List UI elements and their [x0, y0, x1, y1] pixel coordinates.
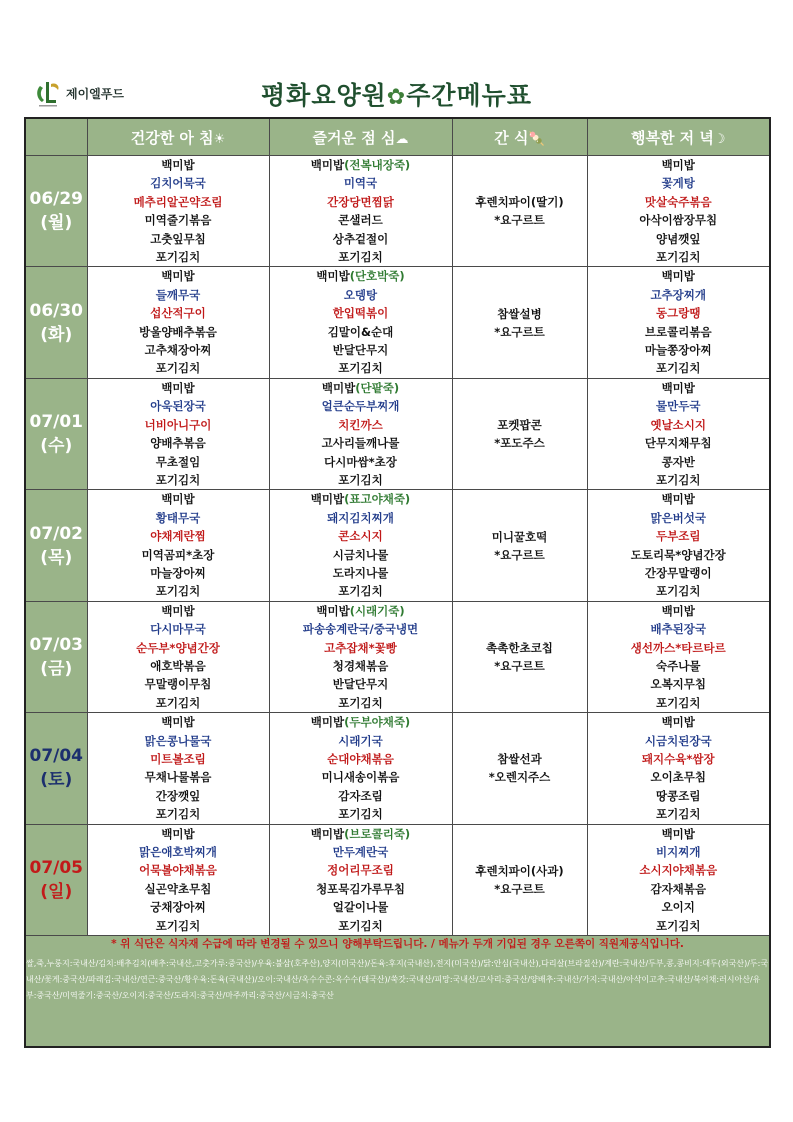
- menu-item: 포기김치: [155, 807, 201, 822]
- lunch-porridge: (두부야채죽): [344, 715, 411, 730]
- menu-item: 포기김치: [656, 695, 701, 710]
- menu-item: 궁채장아찌: [150, 900, 206, 915]
- menu-item: 감자조림: [338, 788, 383, 803]
- menu-item: 두부조림: [656, 529, 701, 544]
- menu-item: [270, 602, 452, 620]
- lunch-porridge: (단팥죽): [355, 380, 400, 395]
- breakfast-cell: [87, 156, 269, 267]
- menu-item: 포기김치: [656, 584, 701, 599]
- menu-item: 미역줄기볶음: [144, 213, 212, 228]
- menu-item: 포기김치: [155, 472, 201, 487]
- menu-item: 백미밥: [161, 492, 195, 507]
- lunch-porridge: (브로콜리죽): [344, 826, 411, 841]
- header-lunch: 즐거운 점 심☁: [269, 118, 452, 156]
- table-row: [25, 490, 770, 601]
- snack-cell: [452, 713, 587, 824]
- menu-item: 도토리묵*양념간장: [630, 547, 726, 562]
- menu-item: 맑은애호박찌개: [139, 845, 217, 860]
- menu-item: 아욱된장국: [150, 399, 206, 414]
- menu-item: 포기김치: [338, 918, 383, 933]
- menu-item: 포기김치: [155, 918, 201, 933]
- menu-item: 미니새송이볶음: [321, 770, 400, 785]
- snack-item: 참쌀선과: [497, 752, 542, 767]
- date-label: 07/04: [29, 746, 84, 767]
- menu-item: 포기김치: [338, 584, 383, 599]
- menu-item: 미역국: [343, 176, 378, 191]
- lunch-rice: 백미밥: [310, 826, 345, 841]
- menu-item: 야채계란찜: [150, 529, 206, 544]
- dinner-cell: [587, 713, 770, 824]
- date-label: 07/05: [29, 857, 84, 878]
- day-cell: [25, 490, 87, 601]
- table-row: [25, 267, 770, 378]
- menu-item: 고추장찌개: [650, 287, 707, 302]
- menu-item: 시금치된장국: [644, 733, 712, 748]
- menu-item: 순두부*양념간장: [136, 640, 220, 655]
- dinner-cell: [587, 156, 770, 267]
- breakfast-cell: [87, 824, 269, 935]
- header-row: [25, 118, 770, 156]
- menu-item: 무초절임: [155, 454, 201, 469]
- snack-item: *요구르트: [494, 324, 545, 339]
- menu-item: 시금치나물: [332, 547, 389, 562]
- menu-item: [270, 267, 452, 285]
- menu-item: 반달단무지: [332, 677, 389, 692]
- menu-item: 백미밥: [161, 269, 195, 284]
- menu-item: 다시마쌈*초장: [324, 454, 397, 469]
- weekday-label: (토): [40, 770, 73, 791]
- date-label: 07/01: [29, 412, 84, 433]
- menu-item: 포기김치: [656, 361, 701, 376]
- header-breakfast: 건강한 아 침☀: [87, 118, 269, 156]
- menu-item: 백미밥: [661, 158, 695, 172]
- menu-item: [270, 825, 452, 843]
- menu-item: 백미밥: [161, 826, 195, 841]
- menu-item: 고사리들깨나물: [321, 436, 400, 451]
- menu-item: 포기김치: [338, 695, 383, 710]
- menu-item: 얼큰순두부찌개: [321, 399, 400, 414]
- lunch-cell: [269, 824, 452, 935]
- lunch-rice: 백미밥: [316, 269, 350, 284]
- day-cell: [25, 601, 87, 712]
- menu-item: 동그랑땡: [656, 306, 701, 321]
- menu-item: 미트볼조림: [150, 752, 206, 766]
- weekday-label: (수): [40, 436, 73, 457]
- snack-cell: [452, 267, 587, 378]
- header-dinner: 행복한 저 녁☽: [587, 118, 770, 156]
- menu-item: 어묵볼야채볶음: [139, 863, 217, 878]
- menu-item: 시래기국: [338, 733, 383, 748]
- menu-item: 양념깻잎: [656, 231, 701, 246]
- menu-item: 무채나물볶음: [144, 770, 212, 785]
- menu-item: 실곤약초무침: [144, 881, 212, 896]
- menu-item: 옛날소시지: [650, 417, 707, 432]
- menu-item: 방울양배추볶음: [139, 324, 217, 339]
- menu-item: 오복지무침: [650, 677, 707, 692]
- dinner-cell: [587, 267, 770, 378]
- date-label: 07/02: [29, 523, 84, 544]
- menu-item: 포기김치: [338, 250, 383, 265]
- snack-item: 미니꿀호떡: [491, 529, 548, 544]
- origin-text: 쌀,죽,누룽지:국내산/김치:배추김치(배추:국내산,고춧가루:중국산)/우육:불삼(호주산),양지(미국산)/돈육:후지(국내산),전지(미국산)/닭:안심(국내산),다리살(브라질산)/계란:국내산/두부,콩,콩비지:대두(외국산)/두:국내산/꽃게:중국산/파래김:국내산/연근:중국산/황우육:돈육(국내산)/오이:국내산/옥수수콘:옥수수(태국산)/쑥갓:국내산/피망:국내산/고사리:중국산/양배추:국내산/가지:국내산/아삭이고추:국내산/북어채:러시아산/유부:중국산/미역줄기:중국산/오이지:중국산/도라지:중국산/마주까리:중국산/시금치:중국산: [26, 959, 769, 1001]
- weekday-label: (금): [40, 658, 73, 679]
- snack-cell: [452, 156, 587, 267]
- menu-item: [270, 713, 452, 731]
- menu-item: 간장깻잎: [155, 788, 201, 803]
- menu-item: 백미밥: [661, 603, 695, 618]
- menu-item: 브로콜리볶음: [644, 324, 712, 339]
- menu-item: 한입떡볶이: [332, 306, 389, 321]
- menu-item: 생선까스*타르타르: [630, 640, 726, 655]
- menu-item: 포기김치: [338, 472, 383, 487]
- menu-item: [270, 490, 452, 508]
- snack-cell: [452, 378, 587, 489]
- dinner-cell: [587, 378, 770, 489]
- lunch-cell: [269, 378, 452, 489]
- menu-item: 비지찌개: [656, 845, 701, 860]
- weekday-label: (월): [40, 213, 73, 234]
- menu-item: 너비아니구이: [144, 417, 212, 432]
- lunch-rice: 백미밥: [310, 492, 345, 507]
- flower-icon: ✿: [386, 85, 407, 110]
- menu-item: 도라지나물: [332, 565, 389, 580]
- menu-item: 오이지: [661, 900, 695, 915]
- menu-item: 포기김치: [656, 250, 701, 265]
- cloud-icon: ☁: [395, 131, 409, 147]
- menu-item: 간장당면찜닭: [327, 194, 394, 209]
- menu-item: 백미밥: [661, 715, 695, 730]
- page-title: [0, 76, 793, 112]
- menu-item: 김말이&순대: [327, 324, 394, 339]
- menu-item: 포기김치: [155, 695, 201, 710]
- header-snack: 간 식🍡: [452, 118, 587, 156]
- breakfast-cell: [87, 267, 269, 378]
- snack-item: 참쌀설병: [497, 306, 542, 321]
- day-cell: [25, 156, 87, 267]
- lunch-cell: [269, 490, 452, 601]
- menu-item: 돼지수육*쌈장: [641, 752, 715, 766]
- lunch-rice: 백미밥: [310, 158, 345, 172]
- table-row: [25, 378, 770, 489]
- snack-item: *포도주스: [494, 436, 545, 451]
- day-cell: [25, 713, 87, 824]
- date-label: 06/30: [29, 300, 84, 321]
- menu-item: 상추겉절이: [332, 231, 389, 246]
- menu-item: 백미밥: [661, 826, 695, 841]
- menu-item: 감자채볶음: [650, 881, 707, 896]
- moon-icon: ☽: [713, 131, 726, 147]
- weekly-menu-table: [24, 117, 771, 1048]
- menu-item: 들깨무국: [155, 287, 201, 302]
- menu-item: 아삭이쌈장무침: [639, 213, 718, 228]
- table-row: [25, 601, 770, 712]
- menu-item: 오이초무침: [650, 770, 707, 785]
- table-row: [25, 156, 770, 267]
- menu-item: 치킨까스: [338, 417, 383, 432]
- breakfast-cell: [87, 601, 269, 712]
- lunch-porridge: (시래기죽): [349, 603, 405, 618]
- menu-item: 청포묵김가루무침: [316, 881, 405, 896]
- menu-item: 땅콩조림: [656, 788, 701, 803]
- lunch-rice: 백미밥: [316, 603, 350, 618]
- lunch-cell: [269, 601, 452, 712]
- menu-item: 배추된장국: [650, 622, 707, 637]
- menu-item: 파송송계란국/중국냉면: [302, 622, 419, 637]
- menu-item: 포기김치: [338, 361, 383, 376]
- breakfast-cell: [87, 490, 269, 601]
- menu-item: 순대야채볶음: [327, 752, 394, 766]
- menu-item: 백미밥: [661, 492, 695, 507]
- date-label: 06/29: [29, 189, 84, 210]
- snack-item: 촉촉한초코칩: [486, 640, 553, 655]
- menu-item: 소시지야채볶음: [639, 863, 718, 878]
- menu-item: 백미밥: [161, 380, 195, 395]
- snack-cell: [452, 824, 587, 935]
- snack-cell: [452, 601, 587, 712]
- menu-item: 마늘쫑장아찌: [644, 343, 712, 358]
- day-cell: [25, 824, 87, 935]
- menu-item: 김치어묵국: [150, 176, 206, 191]
- menu-item: 콘샐러드: [338, 213, 383, 228]
- logo-text: 제이엘푸드: [66, 86, 124, 101]
- snack-item: 포켓팝콘: [497, 418, 542, 433]
- menu-item: 포기김치: [656, 472, 701, 487]
- lunch-cell: [269, 156, 452, 267]
- menu-item: 맑은버섯국: [650, 510, 707, 525]
- snack-item: *요구르트: [494, 213, 545, 228]
- menu-item: 돼지김치찌개: [327, 510, 394, 525]
- snack-item: *요구르트: [494, 547, 545, 562]
- title-right: 주간메뉴표: [406, 81, 532, 110]
- menu-item: 맑은콩나물국: [144, 733, 212, 748]
- snack-item: *요구르트: [494, 658, 545, 673]
- footer-notice: [25, 936, 770, 1048]
- weekday-label: (일): [40, 881, 73, 902]
- menu-item: 청경채볶음: [332, 658, 389, 673]
- lunch-cell: [269, 713, 452, 824]
- breakfast-cell: [87, 378, 269, 489]
- lunch-porridge: (단호박죽): [349, 269, 405, 284]
- menu-item: 맛살숙주볶음: [644, 194, 712, 209]
- date-label: 07/03: [29, 634, 84, 655]
- menu-item: 고추채장아찌: [144, 343, 212, 358]
- snack-cell: [452, 490, 587, 601]
- menu-item: 백미밥: [161, 715, 195, 730]
- dinner-cell: [587, 601, 770, 712]
- menu-item: [270, 379, 452, 397]
- menu-item: 마늘장아찌: [150, 565, 206, 580]
- menu-item: 포기김치: [656, 918, 701, 933]
- menu-item: 백미밥: [161, 603, 195, 618]
- menu-item: 얼갈이나물: [332, 900, 389, 915]
- menu-item: 다시마무국: [150, 622, 206, 637]
- dinner-cell: [587, 824, 770, 935]
- menu-item: 포기김치: [656, 807, 701, 822]
- snack-item: *오렌지주스: [488, 770, 551, 785]
- menu-item: 단무지채무침: [644, 436, 712, 451]
- title-left: 평화요양원: [261, 81, 387, 110]
- menu-item: 백미밥: [161, 158, 195, 172]
- menu-item: 정어리무조림: [327, 863, 394, 878]
- snack-item: 후렌치파이(사과): [475, 863, 564, 878]
- lunch-cell: [269, 267, 452, 378]
- menu-item: 콘소시지: [338, 529, 383, 544]
- day-cell: [25, 267, 87, 378]
- menu-item: 포기김치: [338, 807, 383, 822]
- menu-item: 메추리알곤약조림: [133, 194, 223, 209]
- table-row: [25, 713, 770, 824]
- menu-item: [270, 156, 452, 174]
- menu-item: 포기김치: [155, 584, 201, 599]
- table-row: [25, 824, 770, 935]
- menu-item: 양배추볶음: [150, 436, 206, 451]
- menu-item: 포기김치: [155, 250, 201, 265]
- weekday-label: (화): [40, 324, 73, 345]
- snack-item: *요구르트: [494, 881, 545, 896]
- menu-item: 백미밥: [661, 380, 695, 395]
- menu-item: 오뎅탕: [343, 287, 378, 302]
- menu-item: 간장무말랭이: [644, 565, 712, 580]
- sun-icon: ☀: [213, 131, 226, 147]
- snack-item: 후렌치파이(딸기): [475, 195, 564, 210]
- breakfast-cell: [87, 713, 269, 824]
- menu-item: 물만두국: [656, 399, 701, 414]
- menu-item: 무말랭이무침: [144, 677, 212, 692]
- lunch-porridge: (전복내장죽): [344, 158, 411, 172]
- menu-item: 만두계란국: [332, 845, 389, 860]
- header-corner: [25, 118, 87, 156]
- menu-item: 고춧잎무침: [150, 231, 206, 246]
- menu-item: 숙주나물: [656, 658, 701, 673]
- menu-item: 반달단무지: [332, 343, 389, 358]
- lunch-rice: 백미밥: [310, 715, 345, 730]
- dango-icon: 🍡: [528, 131, 545, 147]
- lunch-porridge: (표고야채죽): [344, 492, 411, 507]
- menu-item: 애호박볶음: [150, 658, 206, 673]
- weekday-label: (목): [40, 547, 73, 568]
- menu-item: 콩자반: [661, 454, 695, 469]
- menu-item: 고추잡채*꽃빵: [324, 640, 397, 655]
- menu-item: 꽃게탕: [661, 176, 695, 191]
- menu-item: 미역곰피*초장: [141, 547, 215, 562]
- menu-item: 섭산적구이: [150, 306, 206, 321]
- menu-item: 황태무국: [155, 510, 201, 525]
- lunch-rice: 백미밥: [321, 380, 356, 395]
- menu-item: 포기김치: [155, 361, 201, 376]
- day-cell: [25, 378, 87, 489]
- notice-text: * 위 식단은 식자재 수급에 따라 변경될 수 있으니 양해부탁드립니다. / 메뉴가 두개 기입된 경우 오른쪽이 직원제공식입니다.: [111, 938, 684, 951]
- dinner-cell: [587, 490, 770, 601]
- menu-item: 백미밥: [661, 269, 695, 284]
